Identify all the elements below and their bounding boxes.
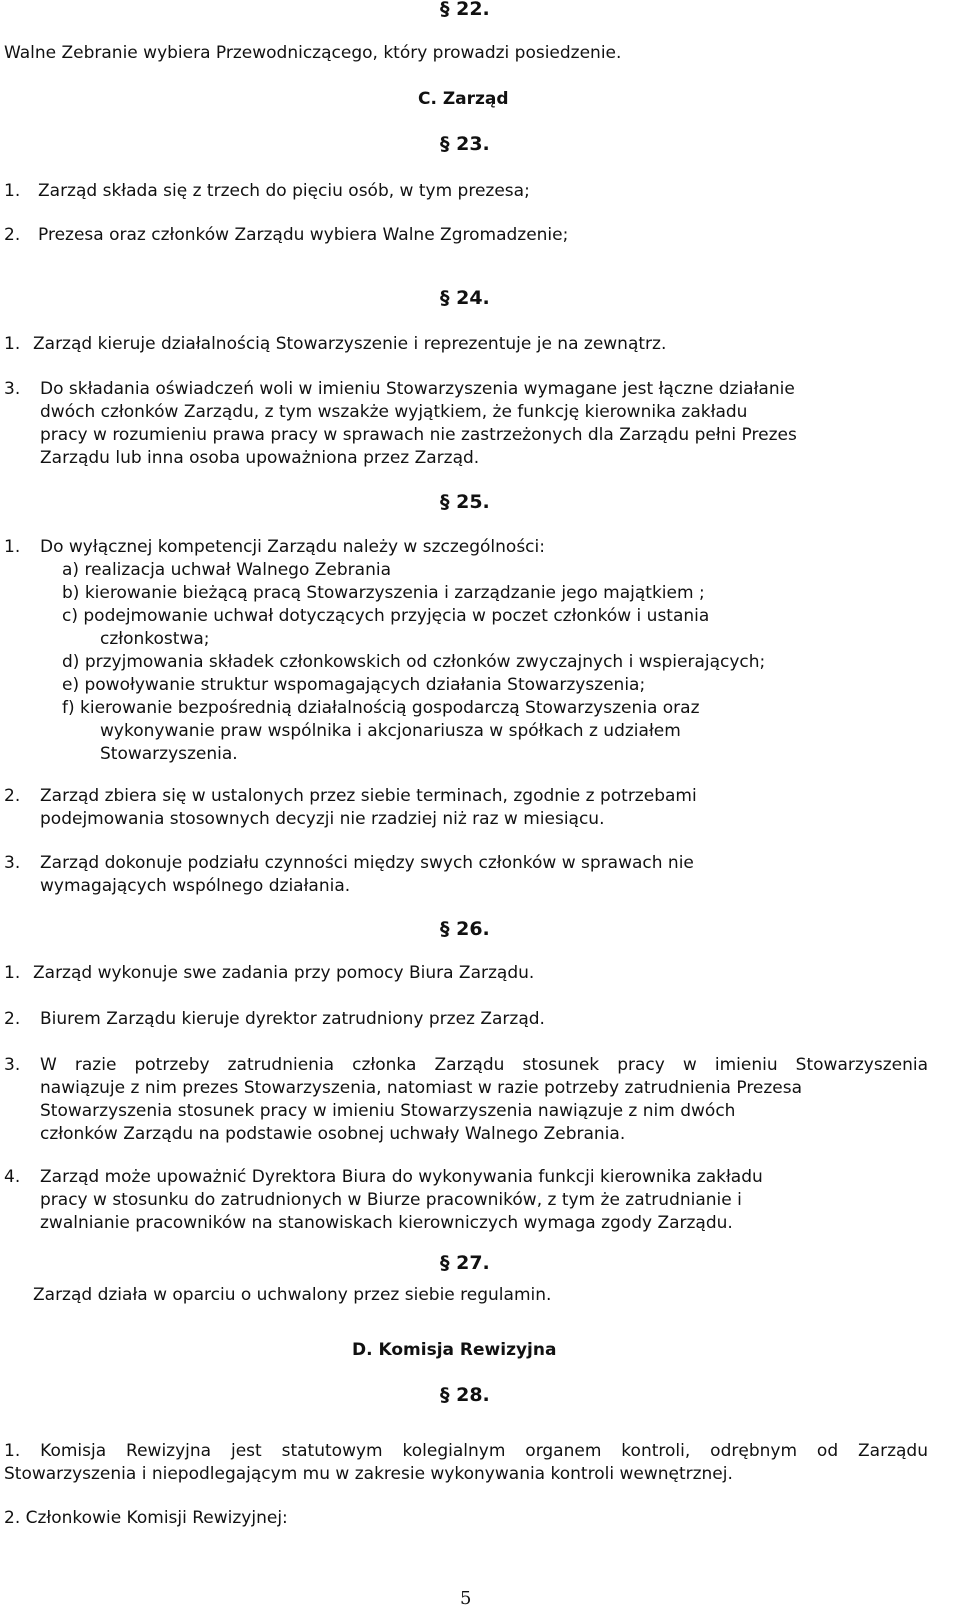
- section-25-item-2-number: 2.: [4, 786, 21, 806]
- chapter-c-heading: C. Zarząd: [418, 89, 509, 109]
- section-26-item-4-line: zwalnianie pracowników na stanowiskach kierowniczych wymaga zgody Zarządu.: [40, 1213, 733, 1233]
- section-23-item-2-text: Prezesa oraz członków Zarządu wybiera Walne Zgromadzenie;: [38, 225, 569, 245]
- section-22-text: Walne Zebranie wybiera Przewodniczącego, który prowadzi posiedzenie.: [4, 43, 622, 63]
- section-26-heading: § 26.: [440, 918, 490, 940]
- section-22-heading: § 22.: [440, 0, 490, 20]
- section-26-item-3-line: Stowarzyszenia stosunek pracy w imieniu Stowarzyszenia nawiązuje z nim dwóch: [40, 1101, 736, 1121]
- chapter-d-heading: D. Komisja Rewizyjna: [352, 1340, 557, 1360]
- section-25-subitem-e: e) powoływanie struktur wspomagających działania Stowarzyszenia;: [62, 675, 646, 695]
- section-26-item-2-number: 2.: [4, 1009, 21, 1029]
- section-23-item-2-number: 2.: [4, 225, 21, 245]
- section-25-subitem-f: f) kierowanie bezpośrednią działalnością gospodarczą Stowarzyszenia oraz: [62, 698, 700, 718]
- section-24-item-3-line: Zarządu lub inna osoba upoważniona przez Zarząd.: [40, 448, 480, 468]
- section-24-item-1-number: 1.: [4, 334, 21, 354]
- section-26-item-4-line: pracy w stosunku do zatrudnionych w Biurze pracowników, z tym że zatrudnianie i: [40, 1190, 742, 1210]
- section-25-subitem-d: d) przyjmowania składek członkowskich od członków zwyczajnych i wspierających;: [62, 652, 766, 672]
- section-26-item-4-line: Zarząd może upoważnić Dyrektora Biura do wykonywania funkcji kierownika zakładu: [40, 1167, 763, 1187]
- section-25-item-2-line: Zarząd zbiera się w ustalonych przez siebie terminach, zgodnie z potrzebami: [40, 786, 697, 806]
- section-23-heading: § 23.: [440, 133, 490, 155]
- section-24-item-3-number: 3.: [4, 379, 21, 399]
- section-26-item-1-number: 1.: [4, 963, 21, 983]
- section-26-item-4-number: 4.: [4, 1167, 21, 1187]
- section-25-item-3-line: wymagających wspólnego działania.: [40, 876, 351, 896]
- section-25-subitem-f-continued: wykonywanie praw wspólnika i akcjonariusza w spółkach z udziałem: [100, 721, 681, 741]
- section-25-subitem-a: a) realizacja uchwał Walnego Zebrania: [62, 560, 391, 580]
- section-26-item-2-text: Biurem Zarządu kieruje dyrektor zatrudniony przez Zarząd.: [40, 1009, 545, 1029]
- section-26-item-3-line: W razie potrzeby zatrudnienia członka Zarządu stosunek pracy w imieniu Stowarzyszenia: [40, 1055, 928, 1075]
- section-26-item-1-text: Zarząd wykonuje swe zadania przy pomocy Biura Zarządu.: [33, 963, 535, 983]
- section-25-item-3-line: Zarząd dokonuje podziału czynności między swych członków w sprawach nie: [40, 853, 694, 873]
- section-25-subitem-f-continued: Stowarzyszenia.: [100, 744, 238, 764]
- section-28-item-1-line: Stowarzyszenia i niepodlegającym mu w zakresie wykonywania kontroli wewnętrznej.: [4, 1464, 733, 1484]
- section-24-heading: § 24.: [440, 287, 490, 309]
- section-25-heading: § 25.: [440, 491, 490, 513]
- section-28-item-2-text: 2. Członkowie Komisji Rewizyjnej:: [4, 1508, 288, 1528]
- section-24-item-3-line: pracy w rozumieniu prawa pracy w sprawach nie zastrzeżonych dla Zarządu pełni Prezes: [40, 425, 797, 445]
- section-27-heading: § 27.: [440, 1252, 490, 1274]
- section-26-item-3-line: nawiązuje z nim prezes Stowarzyszenia, natomiast w razie potrzeby zatrudnienia Prezesa: [40, 1078, 803, 1098]
- section-25-subitem-b: b) kierowanie bieżącą pracą Stowarzyszenia i zarządzanie jego majątkiem ;: [62, 583, 705, 603]
- section-25-item-1-number: 1.: [4, 537, 21, 557]
- section-23-item-1-text: Zarząd składa się z trzech do pięciu osób, w tym prezesa;: [38, 181, 530, 201]
- section-27-text: Zarząd działa w oparciu o uchwalony przez siebie regulamin.: [33, 1285, 552, 1305]
- section-24-item-3-line: Do składania oświadczeń woli w imieniu Stowarzyszenia wymagane jest łączne działanie: [40, 379, 795, 399]
- page-number: 5: [460, 1588, 472, 1609]
- section-25-subitem-c-continued: członkostwa;: [100, 629, 210, 649]
- section-25-item-2-line: podejmowania stosownych decyzji nie rzadziej niż raz w miesiącu.: [40, 809, 605, 829]
- section-25-subitem-c: c) podejmowanie uchwał dotyczących przyjęcia w poczet członków i ustania: [62, 606, 710, 626]
- section-26-item-3-line: członków Zarządu na podstawie osobnej uchwały Walnego Zebrania.: [40, 1124, 626, 1144]
- section-24-item-3-line: dwóch członków Zarządu, z tym wszakże wyjątkiem, że funkcję kierownika zakładu: [40, 402, 748, 422]
- section-28-item-1-line: 1. Komisja Rewizyjna jest statutowym kolegialnym organem kontroli, odrębnym od Zarządu: [4, 1441, 928, 1461]
- section-28-heading: § 28.: [440, 1384, 490, 1406]
- section-23-item-1-number: 1.: [4, 181, 21, 201]
- section-25-item-3-number: 3.: [4, 853, 21, 873]
- section-26-item-3-number: 3.: [4, 1055, 21, 1075]
- section-25-item-1-text: Do wyłącznej kompetencji Zarządu należy w szczególności:: [40, 537, 545, 557]
- section-24-item-1-text: Zarząd kieruje działalnością Stowarzyszenie i reprezentuje je na zewnątrz.: [33, 334, 667, 354]
